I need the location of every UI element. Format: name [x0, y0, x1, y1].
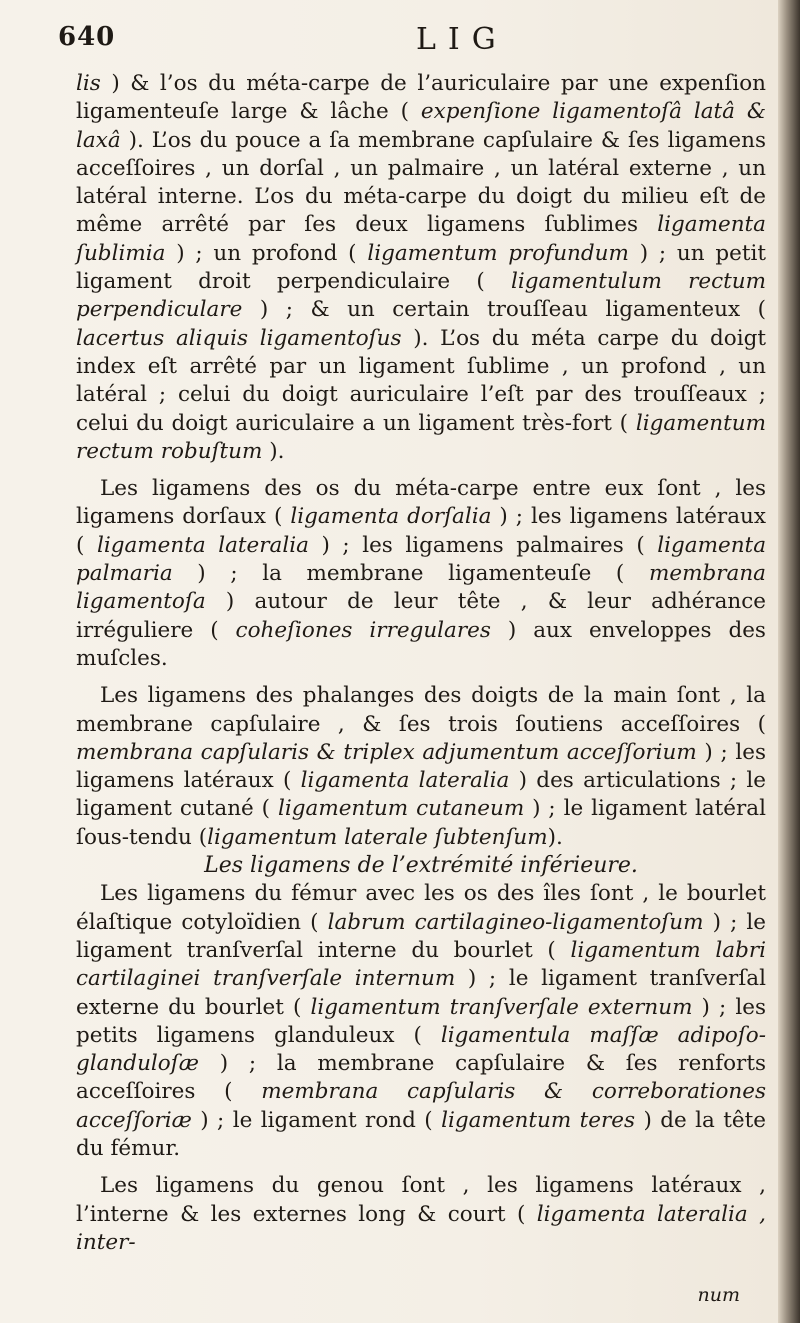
latin-term: membrana ligamentoſa: [76, 561, 766, 615]
latin-term: expenſione ligamentoſâ latâ & laxâ: [76, 99, 766, 153]
paragraph: [76, 475, 766, 673]
text-run: ) ; le ligament latéral ſous-tendu (: [76, 796, 766, 850]
latin-term: ligamentum laterale ſubtenſum: [207, 824, 548, 850]
text-run: Les ligamens des os du méta-carpe entre eux ſont , les ligamens dorſaux (: [76, 476, 766, 530]
text-run: ) aux enveloppes des muſcles.: [76, 617, 766, 671]
latin-term: ligamenta lateralia: [96, 532, 309, 558]
text-run: ) & l’os du méta-carpe de l’auriculaire par une expenſion ligamenteuſe large & lâche (: [76, 71, 766, 125]
text-run: Les ligamens du genou ſont , les ligamens latéraux , l’interne & les externes long & court (: [76, 1173, 766, 1227]
latin-term: lacertus aliquis ligamentoſus: [76, 325, 402, 351]
text-run: ) ; les petits ligamens glanduleux (: [76, 994, 766, 1048]
latin-term: ligamenta dorſalia: [290, 504, 492, 530]
text-run: ) ; le ligament tranſverſal interne du bourlet (: [76, 909, 767, 963]
running-head: LIG: [416, 22, 508, 57]
paragraph: [76, 1172, 766, 1257]
latin-term: membrana capſularis & correborationes acceſſoriæ: [76, 1079, 766, 1133]
text-run: ). L’os du méta carpe du doigt index eſt arrêté par un ligament ſublime , un profond , un latéral ; celui du doigt auriculaire l’eſt par des trouſſeaux ; celui du doigt auriculaire a un ligament très-fort (: [76, 325, 766, 436]
latin-term: coheſiones irregulares: [235, 617, 491, 643]
text-run: ) de la tête du fémur.: [76, 1107, 766, 1161]
text-run: ) ; les ligamens latéraux (: [76, 504, 766, 558]
latin-term: ligamenta lateralia: [300, 768, 510, 794]
latin-term: ligamentulum rectum perpendiculare: [76, 269, 767, 323]
text-run: ). L’os du pouce a ſa membrane capſulaire & ſes ligamens acceſſoires , un dorſal , un palmaire , un latéral externe , un latéral interne. L’os du méta-carpe du doigt du milieu eſt de même arrêté par ſes deux ligamens ſublimes: [76, 127, 766, 238]
latin-term: ligamentum rectum robuſtum: [76, 410, 766, 464]
text-run: ) des articulations ; le ligament cutané (: [76, 768, 767, 822]
catchword: num: [697, 1284, 740, 1306]
text-run: ) ; & un certain trouſſeau ligamenteux (: [242, 297, 766, 323]
paragraph: [76, 70, 766, 466]
text-run: ) ; un profond (: [165, 240, 368, 266]
page-body: [76, 70, 766, 1257]
page-header: [58, 22, 758, 62]
text-run: ) ; la membrane capſulaire & ſes renforts acceſſoires (: [76, 1051, 766, 1105]
text-run: ) ; le ligament tranſverſal externe du bourlet (: [76, 966, 766, 1020]
text-run: ) ; la membrane ligamenteuſe (: [172, 561, 649, 587]
paragraph: [76, 880, 766, 1163]
text-run: ) ; un petit ligament droit perpendiculaire (: [76, 240, 767, 295]
latin-term: ligamenta palmaria: [76, 532, 767, 587]
latin-term: ligamentum labri cartilaginei tranſverſale internum: [76, 937, 766, 992]
latin-term: membrana capſularis & triplex adjumentum acceſſorium: [76, 739, 697, 765]
latin-term: ligamentum teres: [441, 1107, 636, 1133]
latin-term: ligamentum cutaneum: [277, 796, 525, 822]
text-run: ) ; les ligamens palmaires (: [308, 532, 658, 558]
latin-term: ligamenta ſublimia: [76, 212, 766, 266]
page-edge: [778, 0, 800, 1323]
section-heading: Les ligamens de l’extrémité inférieure.: [204, 853, 638, 879]
text-run: ) ; les ligamens latéraux (: [76, 739, 766, 794]
text-run: ) autour de leur tête , & leur adhérance irréguliere (: [76, 589, 766, 643]
latin-term: ligamentum tranſverſale externum: [310, 994, 693, 1020]
text-run: ).: [547, 824, 563, 850]
text-run: Les ligamens des phalanges des doigts de la main ſont , la membrane capſulaire , & ſes trois ſoutiens acceſſoires (: [76, 683, 766, 737]
latin-term: ligamentum profundum: [367, 240, 629, 266]
latin-term: ligamenta lateralia , inter-: [76, 1201, 766, 1255]
text-run: ) ; le ligament rond (: [191, 1107, 442, 1133]
latin-term: labrum cartilagineo-ligamentoſum: [327, 909, 704, 935]
text-run: ).: [262, 438, 285, 464]
latin-term: ligamentula maſſæ adipoſo-glanduloſæ: [76, 1022, 766, 1077]
latin-term: lis: [76, 71, 101, 96]
text-run: Les ligamens du fémur avec les os des îles ſont , le bourlet élaſtique cotyloïdien (: [76, 881, 766, 935]
page-number: 640: [58, 22, 116, 52]
paragraph: [76, 682, 766, 852]
